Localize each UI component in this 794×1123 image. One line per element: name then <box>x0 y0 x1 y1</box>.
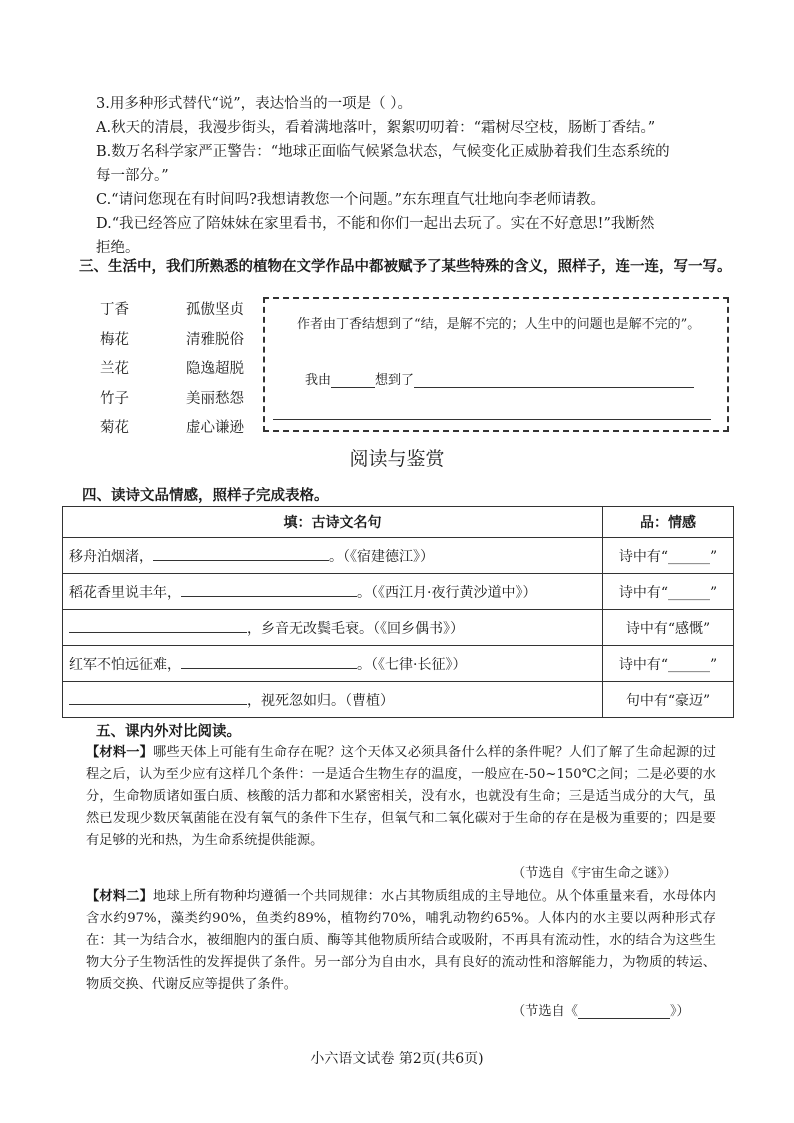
emotion-cell: 诗中有“感慨” <box>603 610 734 646</box>
poem-blank[interactable] <box>69 690 247 705</box>
poem-pre: 红军不怕远征难， <box>69 656 181 673</box>
pair-row <box>100 328 276 358</box>
table-row <box>63 538 734 574</box>
writing-prompt <box>305 369 694 388</box>
emotion-cell: 句中有“豪迈” <box>603 682 734 718</box>
plant-name[interactable]: 兰花 <box>100 361 129 377</box>
option-b-line2: 每一部分。” <box>96 168 169 184</box>
prompt-middle: 想到了 <box>375 373 415 388</box>
question-3-stem: 3.用多种形式替代“说”，表达恰当的一项是（ ）。 <box>96 96 413 112</box>
material-1-text: 哪些天体上可能有生命存在呢？这个天体又必须具备什么样的条件呢？人们了解了生命起源的过程之后，认为至少应有这样几个条件：一是适合生物生存的温度，一般应在-50~150℃之间；二是必要的水分，生命物质诸如蛋白质、核酸的活力都和水紧密相关，没有水，也就没有生命；三是适当成分的大气，虽然已发现少数厌氧菌能在没有氧气的条件下生存，但氧气和二氧化碳对于生命的存在是极为重要的；四是要有足够的光和热，为生命系统提供能源。 <box>86 745 716 848</box>
table-row <box>63 682 734 718</box>
plant-answer-blank[interactable] <box>331 373 375 388</box>
section-4-title: 四、读诗文品情感，照样子完成表格。 <box>82 487 329 504</box>
source-title-blank[interactable] <box>578 1004 670 1019</box>
writing-example-box <box>263 297 729 432</box>
source-prefix: （节选自《 <box>512 1004 578 1019</box>
plant-name[interactable]: 菊花 <box>100 420 129 436</box>
plant-meaning[interactable]: 美丽愁怨 <box>186 390 244 407</box>
poem-post: 。（《西江月·夜行黄沙道中》） <box>357 584 537 601</box>
question-3 <box>96 92 736 260</box>
pair-row <box>100 387 276 417</box>
poem-cell <box>63 538 603 574</box>
source-suffix: 》） <box>669 1004 690 1019</box>
table-row <box>63 574 734 610</box>
poem-post: 。（《七律·长征》） <box>357 656 467 673</box>
poem-cell <box>63 682 603 718</box>
emotion-cell[interactable]: 诗中有“______” <box>603 646 734 682</box>
material-2-label: 【材料二】 <box>86 889 154 904</box>
plant-meaning[interactable]: 虚心谦逊 <box>186 420 244 436</box>
material-1 <box>86 742 716 852</box>
thought-answer-blank[interactable] <box>414 373 694 388</box>
answer-line[interactable] <box>273 419 711 420</box>
poem-blank[interactable] <box>69 618 247 633</box>
material-1-label: 【材料一】 <box>86 745 154 760</box>
pair-row <box>100 357 276 387</box>
option-a: A.秋天的清晨，我漫步街头，看着满地落叶，絮絮叨叨着：“霜树尽空枝，肠断丁香结。” <box>96 120 656 136</box>
header-left: 填：古诗文名句 <box>63 507 603 538</box>
table-row <box>63 646 734 682</box>
plant-meaning[interactable]: 隐逸超脱 <box>186 361 244 377</box>
plant-name[interactable]: 丁香 <box>100 302 129 318</box>
material-1-source: （节选自《宇宙生命之谜》） <box>512 866 677 881</box>
emotion-cell[interactable]: 诗中有“______” <box>603 538 734 574</box>
page-footer: 小六语文试卷 第2页(共6页) <box>310 1051 484 1067</box>
material-2-text: 地球上所有物种均遵循一个共同规律：水占其物质组成的主导地位。从个体重量来看，水母体内含水约97%，藻类约90%，鱼类约89%，植物约70%，哺乳动物约65%。人体内的水主要以两种形式存在：其一为结合水，被细胞内的蛋白质、酶等其他物质所结合或吸附，不再具有流动性，水的结合为这些生物大分子生物活性的发挥提供了条件。另一部分为自由水，具有良好的流动性和溶解能力，为物质的转运、物质交换、代谢反应等提供了条件。 <box>86 889 716 992</box>
poem-pre: 移舟泊烟渚， <box>69 548 153 565</box>
material-2-source <box>512 1000 690 1019</box>
section-5-title: 五、课内外对比阅读。 <box>96 723 241 740</box>
poem-cell <box>63 610 603 646</box>
pair-row <box>100 298 276 328</box>
plant-meaning-pairs <box>100 298 276 446</box>
option-c: C.“请问您现在有时间吗?我想请教您一个问题。”东东理直气壮地向李老师请教。 <box>96 192 606 208</box>
header-right: 品：情感 <box>603 507 734 538</box>
reading-heading: 阅读与鉴赏 <box>349 448 445 470</box>
poem-cell <box>63 646 603 682</box>
poem-post: 。（《宿建德江》） <box>329 548 434 565</box>
material-2 <box>86 886 716 996</box>
poem-cell <box>63 574 603 610</box>
poem-pre: 稻花香里说丰年， <box>69 584 181 601</box>
plant-name[interactable]: 梅花 <box>100 331 129 348</box>
table-row <box>63 610 734 646</box>
plant-meaning[interactable]: 孤傲坚贞 <box>186 302 244 318</box>
poem-blank[interactable] <box>181 654 357 669</box>
option-d-line1: D.“我已经答应了陪妹妹在家里看书，不能和你们一起出去玩了。实在不好意思!”我断然 <box>96 216 655 232</box>
option-b-line1: B.数万名科学家严正警告：“地球正面临气候紧急状态，气候变化正威胁着我们生态系统的 <box>96 144 670 160</box>
section-3-title: 三、生活中，我们所熟悉的植物在文学作品中都被赋予了某些特殊的含义，照样子，连一连，写一写。 <box>79 258 732 275</box>
option-d-line2: 拒绝。 <box>96 240 140 256</box>
pair-row <box>100 416 276 446</box>
plant-meaning[interactable]: 清雅脱俗 <box>186 331 244 348</box>
poem-post: ，乡音无改鬓毛衰。（《回乡偶书》） <box>247 620 464 637</box>
plant-name[interactable]: 竹子 <box>100 390 129 407</box>
poem-table <box>62 506 734 718</box>
poem-blank[interactable] <box>153 546 329 561</box>
prompt-prefix: 我由 <box>305 373 332 388</box>
poem-post: ，视死忽如归。（曹植） <box>247 692 394 709</box>
example-sentence: 作者由丁香结想到了“结，是解不完的；人生中的问题也是解不完的”。 <box>297 317 701 332</box>
table-header <box>63 507 734 538</box>
poem-blank[interactable] <box>181 582 357 597</box>
emotion-cell[interactable]: 诗中有“______” <box>603 574 734 610</box>
